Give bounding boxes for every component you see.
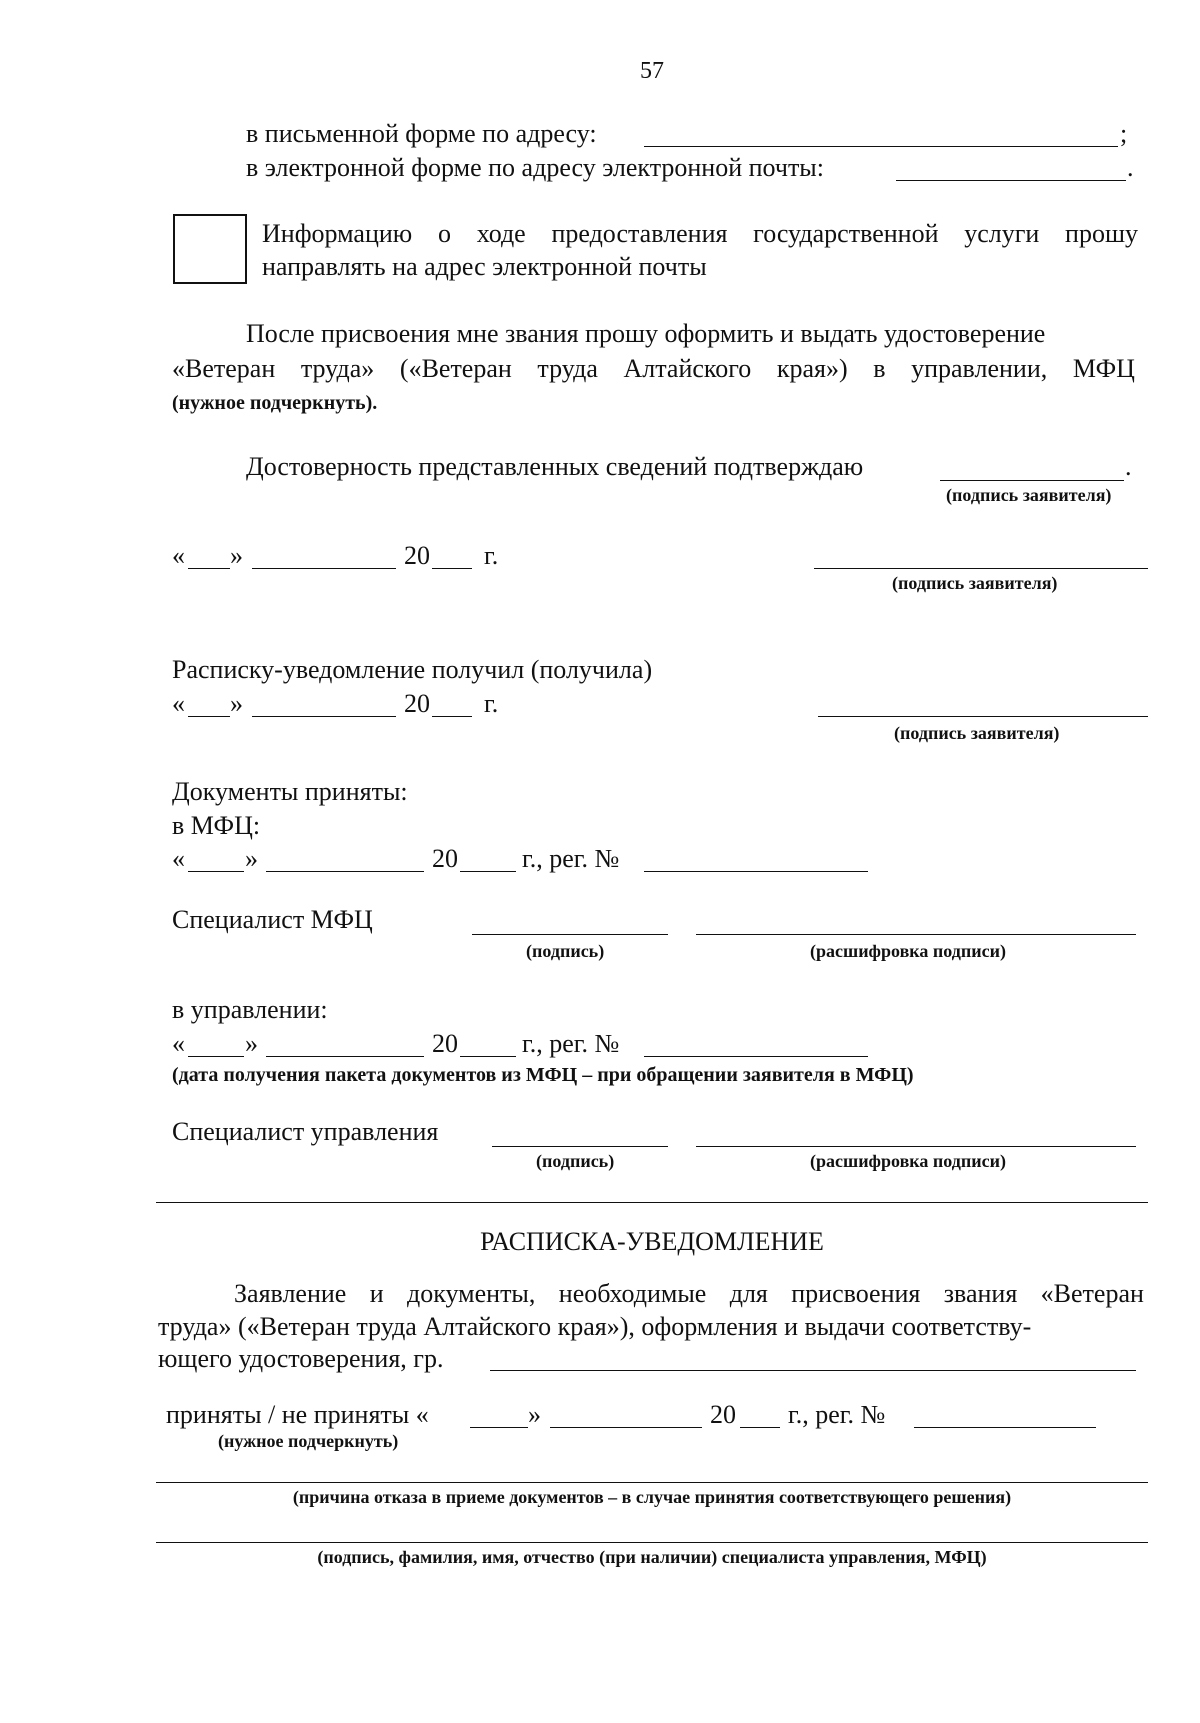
- word: «Ветеран: [172, 354, 276, 383]
- progress-info-line2: направлять на адрес электронной почты: [262, 252, 707, 281]
- confirmation-signature-field[interactable]: [940, 480, 1124, 481]
- word: труда»: [300, 354, 375, 383]
- word: Алтайского: [623, 354, 752, 383]
- department-note: (дата получения пакета документов из МФЦ – при обращении заявителя в МФЦ): [172, 1064, 914, 1086]
- specialist-signature-field[interactable]: [156, 1542, 1148, 1543]
- certificate-request-note: (нужное подчеркнуть).: [172, 392, 378, 414]
- department-reg-number-field[interactable]: [644, 1056, 868, 1057]
- mfc-specialist-signature-field[interactable]: [472, 934, 668, 935]
- word: управлении,: [911, 354, 1048, 383]
- date1-open-quote: «: [172, 541, 185, 570]
- date1-day-field[interactable]: [188, 568, 230, 569]
- word: края»): [776, 354, 848, 383]
- receipt-received-label: Расписку-уведомление получил (получила): [172, 655, 653, 684]
- mfc-specialist-label: Специалист МФЦ: [172, 905, 373, 934]
- receipt-reg-number-field-2[interactable]: [914, 1427, 1096, 1428]
- receipt-reg-suffix-2: г., рег. №: [788, 1400, 886, 1429]
- department-specialist-label: Специалист управления: [172, 1117, 439, 1146]
- word: необходимые: [558, 1279, 707, 1308]
- department-specialist-decoding-caption: (расшифровка подписи): [810, 1151, 1006, 1171]
- email-address-field[interactable]: [896, 180, 1126, 181]
- department-day-field[interactable]: [188, 1056, 244, 1057]
- date1-year-field[interactable]: [432, 568, 472, 569]
- mfc-day-field[interactable]: [188, 871, 244, 872]
- certificate-request-line1: После присвоения мне звания прошу оформить и выдать удостоверение: [246, 319, 1046, 348]
- email-address-label: в электронной форме по адресу электронной почты:: [246, 153, 824, 182]
- receipt-year-prefix: 20: [404, 689, 430, 718]
- word: и: [369, 1279, 384, 1308]
- section-divider: [156, 1202, 1148, 1203]
- receipt-line2: труда» («Ветеран труда Алтайского края»), оформления и выдачи соответству-: [158, 1312, 1032, 1341]
- department-specialist-signature-field[interactable]: [492, 1146, 668, 1147]
- refusal-reason-caption: (причина отказа в приеме документов – в случае принятия соответствующего решения): [292, 1487, 1012, 1507]
- confirmation-text: Достоверность представленных сведений подтверждаю: [246, 452, 864, 481]
- date1-year-prefix: 20: [404, 541, 430, 570]
- confirmation-signature-caption: (подпись заявителя): [946, 485, 1112, 505]
- department-year-prefix: 20: [432, 1029, 458, 1058]
- receipt-citizen-name-field[interactable]: [490, 1370, 1136, 1371]
- confirmation-end: .: [1125, 452, 1132, 481]
- receipt-year-field-2[interactable]: [740, 1427, 780, 1428]
- receipt-title: РАСПИСКА-УВЕДОМЛЕНИЕ: [480, 1227, 824, 1256]
- department-month-field[interactable]: [266, 1056, 424, 1057]
- email-address-end: .: [1127, 153, 1134, 182]
- word: документы,: [407, 1279, 536, 1308]
- mfc-month-field[interactable]: [266, 871, 424, 872]
- department-open-quote: «: [172, 1029, 185, 1058]
- documents-accepted-heading: Документы приняты:: [172, 777, 408, 806]
- receipt-close-quote-2: »: [528, 1400, 541, 1429]
- page-number: 57: [640, 58, 664, 84]
- receipt-year-suffix: г.: [484, 689, 499, 718]
- receipt-year-prefix-2: 20: [710, 1400, 736, 1429]
- word: для: [729, 1279, 768, 1308]
- mfc-reg-number-field[interactable]: [644, 871, 868, 872]
- date1-signature-field[interactable]: [814, 568, 1148, 569]
- receipt-month-field[interactable]: [252, 716, 396, 717]
- department-specialist-decoding-field[interactable]: [696, 1146, 1136, 1147]
- word: труда: [537, 354, 598, 383]
- specialist-signature-caption: (подпись, фамилия, имя, отчество (при наличии) специалиста управления, МФЦ): [317, 1547, 987, 1567]
- word: звания: [943, 1279, 1018, 1308]
- date1-month-field[interactable]: [252, 568, 396, 569]
- mfc-close-quote: »: [245, 844, 258, 873]
- receipt-day-field-2[interactable]: [470, 1427, 528, 1428]
- email-progress-checkbox[interactable]: [173, 214, 247, 284]
- receipt-underline-note: (нужное подчеркнуть): [218, 1431, 399, 1451]
- date1-close-quote: »: [230, 541, 243, 570]
- department-specialist-signature-caption: (подпись): [536, 1151, 615, 1171]
- mfc-specialist-decoding-caption: (расшифровка подписи): [810, 941, 1006, 961]
- written-address-field[interactable]: [644, 146, 1118, 147]
- word: МФЦ: [1072, 354, 1135, 383]
- mfc-reg-suffix: г., рег. №: [522, 844, 620, 873]
- mfc-year-field[interactable]: [460, 871, 516, 872]
- written-address-end: ;: [1120, 119, 1128, 148]
- receipt-line3: ющего удостоверения, гр.: [158, 1344, 444, 1373]
- department-label: в управлении:: [172, 995, 328, 1024]
- receipt-accepted-label: приняты / не приняты «: [166, 1400, 429, 1429]
- receipt-signature-field[interactable]: [818, 716, 1148, 717]
- word: присвоения: [791, 1279, 921, 1308]
- word: «Ветеран: [1040, 1279, 1144, 1308]
- date1-year-suffix: г.: [484, 541, 499, 570]
- department-year-field[interactable]: [460, 1056, 516, 1057]
- receipt-open-quote: «: [172, 689, 185, 718]
- word: в: [873, 354, 886, 383]
- written-address-label: в письменной форме по адресу:: [246, 119, 597, 148]
- department-close-quote: »: [245, 1029, 258, 1058]
- mfc-specialist-signature-caption: (подпись): [526, 941, 605, 961]
- word: («Ветеран: [399, 354, 512, 383]
- receipt-signature-caption: (подпись заявителя): [894, 723, 1060, 743]
- mfc-specialist-decoding-field[interactable]: [696, 934, 1136, 935]
- receipt-day-field[interactable]: [188, 716, 230, 717]
- refusal-reason-field[interactable]: [156, 1482, 1148, 1483]
- progress-info-line1: Информацию о ходе предоставления государственной услуги прошу: [262, 219, 1138, 248]
- mfc-year-prefix: 20: [432, 844, 458, 873]
- receipt-close-quote: »: [230, 689, 243, 718]
- certificate-request-line2: [172, 353, 1135, 385]
- mfc-open-quote: «: [172, 844, 185, 873]
- word: Заявление: [234, 1279, 347, 1308]
- receipt-line1: [234, 1278, 1144, 1310]
- receipt-year-field[interactable]: [432, 716, 472, 717]
- documents-mfc-label: в МФЦ:: [172, 811, 261, 840]
- department-reg-suffix: г., рег. №: [522, 1029, 620, 1058]
- date1-signature-caption: (подпись заявителя): [892, 573, 1058, 593]
- receipt-month-field-2[interactable]: [550, 1427, 702, 1428]
